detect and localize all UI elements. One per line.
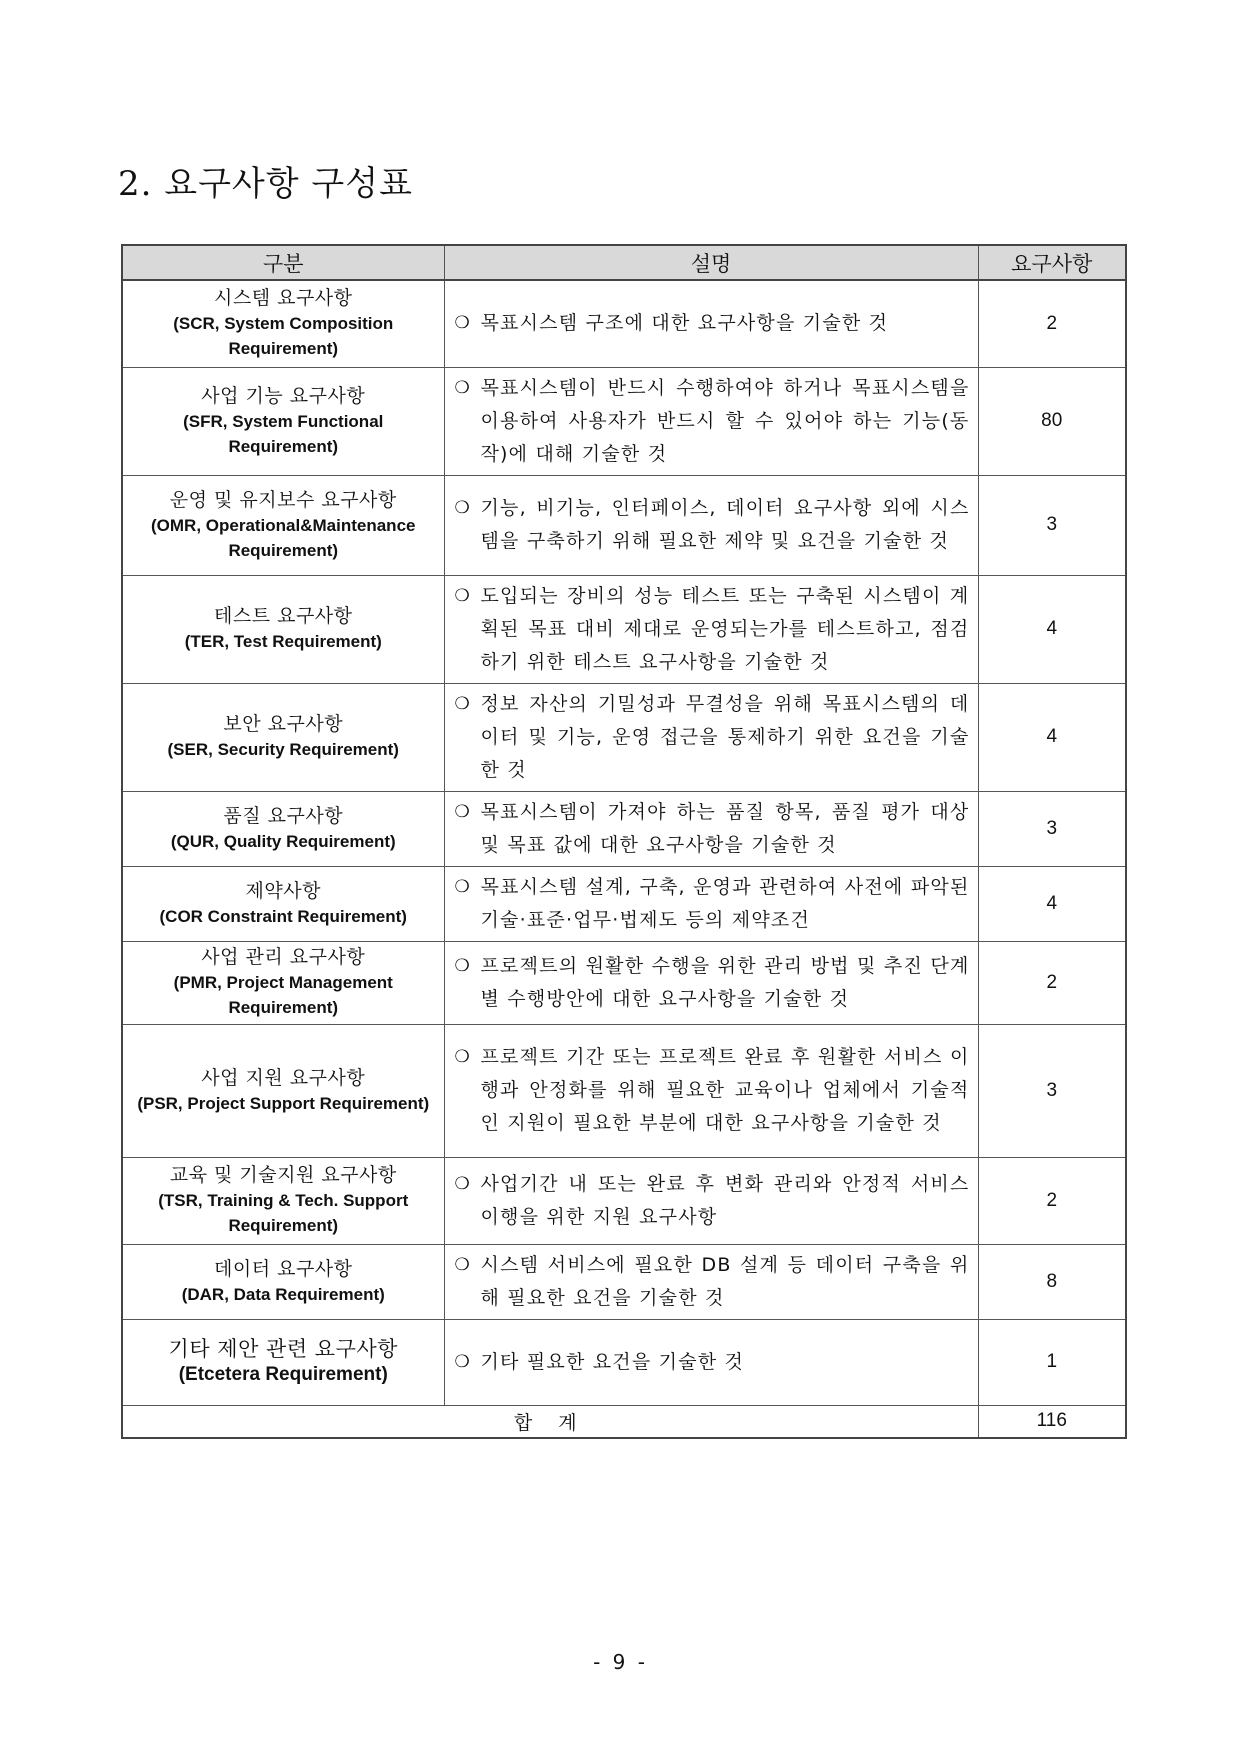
circle-bullet-icon: ❍ — [454, 955, 471, 976]
category-korean: 시스템 요구사항 — [213, 287, 353, 310]
circle-bullet-icon: ❍ — [454, 1351, 471, 1372]
category-cell — [122, 791, 444, 866]
category-cell — [122, 941, 444, 1024]
header-category: 구분 — [122, 245, 444, 280]
description-text: 목표시스템 구조에 대한 요구사항을 기술한 것 — [480, 312, 889, 335]
category-cell — [122, 1244, 444, 1319]
category-english: (DAR, Data Requirement) — [181, 1284, 385, 1304]
header-description: 설명 — [444, 245, 978, 280]
category-english: (COR Constraint Requirement) — [159, 906, 407, 926]
category-korean: 품질 요구사항 — [223, 804, 344, 827]
description-cell — [444, 1244, 978, 1319]
circle-bullet-icon: ❍ — [454, 313, 471, 334]
category-english: (SFR, System Functional Requirement) — [183, 411, 384, 456]
description-cell — [444, 1319, 978, 1405]
category-english: (QUR, Quality Requirement) — [170, 831, 396, 851]
circle-bullet-icon: ❍ — [454, 1173, 471, 1194]
table-row — [122, 575, 1126, 683]
total-label: 합 계 — [513, 1411, 587, 1434]
count-cell: 4 — [978, 683, 1126, 791]
description-cell — [444, 280, 978, 367]
requirements-table — [121, 244, 1127, 1439]
count-cell: 4 — [978, 575, 1126, 683]
category-english: (SCR, System Composition Requirement) — [173, 314, 394, 359]
category-korean: 데이터 요구사항 — [213, 1257, 353, 1280]
category-korean: 테스트 요구사항 — [213, 605, 353, 627]
description-text: 프로젝트 기간 또는 프로젝트 완료 후 원활한 서비스 이행과 안정화를 위해 필요한 교육이나 업체에서 기술적인 지원이 필요한 부분에 대한 요구사항을 기술한 것 — [480, 1046, 970, 1134]
category-korean: 사업 지원 요구사항 — [201, 1066, 366, 1089]
category-korean: 교육 및 기술지원 요구사항 — [169, 1164, 397, 1186]
category-cell — [122, 1157, 444, 1244]
category-english: (TER, Test Requirement) — [184, 632, 382, 651]
count-cell: 3 — [978, 1024, 1126, 1157]
category-cell — [122, 367, 444, 475]
category-cell — [122, 866, 444, 941]
table-row — [122, 280, 1126, 367]
count-cell: 80 — [978, 367, 1126, 475]
description-text: 시스템 서비스에 필요한 DB 설계 등 데이터 구축을 위해 필요한 요건을 기술한 것 — [480, 1253, 970, 1309]
category-english: (Etcetera Requirement) — [178, 1364, 388, 1385]
circle-bullet-icon: ❍ — [454, 585, 471, 606]
page-title: 2. 요구사항 구성표 — [118, 164, 413, 204]
category-cell — [122, 575, 444, 683]
category-english: (SER, Security Requirement) — [167, 740, 399, 759]
category-cell — [122, 1319, 444, 1405]
circle-bullet-icon: ❍ — [454, 1254, 471, 1275]
count-cell: 4 — [978, 866, 1126, 941]
description-text: 도입되는 장비의 성능 테스트 또는 구축된 시스템이 계획된 목표 대비 제대로 운영되는가를 테스트하고, 점검하기 위한 테스트 요구사항을 기술한 것 — [480, 584, 970, 673]
page-number: - 9 - — [593, 1650, 648, 1674]
count-cell: 2 — [978, 941, 1126, 1024]
count-cell: 3 — [978, 475, 1126, 575]
category-korean: 제약사항 — [245, 879, 321, 902]
table-row — [122, 683, 1126, 791]
description-text: 기능, 비기능, 인터페이스, 데이터 요구사항 외에 시스템을 구축하기 위해 필요한 제약 및 요건을 기술한 것 — [480, 497, 970, 552]
count-cell: 2 — [978, 280, 1126, 367]
total-label-cell — [122, 1405, 978, 1438]
description-cell — [444, 941, 978, 1024]
table-row — [122, 941, 1126, 1024]
circle-bullet-icon: ❍ — [454, 1047, 471, 1067]
count-cell: 1 — [978, 1319, 1126, 1405]
category-cell — [122, 475, 444, 575]
category-korean: 기타 제안 관련 요구사항 — [168, 1337, 398, 1361]
table-row — [122, 1244, 1126, 1319]
table-row — [122, 1157, 1126, 1244]
description-text: 목표시스템 설계, 구축, 운영과 관련하여 사전에 파악된 기술·표준·업무·법제도 등의 제약조건 — [480, 875, 970, 931]
table-row — [122, 367, 1126, 475]
table-row — [122, 1319, 1126, 1405]
description-cell — [444, 1157, 978, 1244]
category-english: (OMR, Operational&Maintenance Requirement) — [151, 515, 416, 560]
category-korean: 운영 및 유지보수 요구사항 — [169, 488, 397, 511]
category-english: (PMR, Project Management Requirement) — [173, 973, 393, 1017]
total-count: 116 — [978, 1405, 1126, 1438]
description-cell — [444, 1024, 978, 1157]
category-cell — [122, 1024, 444, 1157]
category-korean: 사업 관리 요구사항 — [201, 946, 366, 968]
description-cell — [444, 575, 978, 683]
category-english: (TSR, Training & Tech. Support Requirement) — [158, 1191, 409, 1235]
description-cell — [444, 367, 978, 475]
header-count: 요구사항 — [978, 245, 1126, 280]
category-korean: 사업 기능 요구사항 — [201, 384, 366, 407]
circle-bullet-icon: ❍ — [454, 693, 471, 714]
description-cell — [444, 683, 978, 791]
table-row — [122, 1024, 1126, 1157]
description-text: 프로젝트의 원활한 수행을 위한 관리 방법 및 추진 단계별 수행방안에 대한 요구사항을 기술한 것 — [480, 954, 970, 1010]
description-cell — [444, 475, 978, 575]
circle-bullet-icon: ❍ — [454, 377, 471, 398]
description-text: 기타 필요한 요건을 기술한 것 — [480, 1350, 745, 1373]
description-text: 목표시스템이 반드시 수행하여야 하거나 목표시스템을 이용하여 사용자가 반드시 할 수 있어야 하는 기능(동작)에 대해 기술한 것 — [480, 376, 970, 465]
total-row — [122, 1405, 1126, 1438]
table-row — [122, 866, 1126, 941]
category-korean: 보안 요구사항 — [223, 713, 344, 735]
description-text: 정보 자산의 기밀성과 무결성을 위해 목표시스템의 데이터 및 기능, 운영 접근을 통제하기 위한 요건을 기술한 것 — [480, 692, 970, 781]
description-text: 사업기간 내 또는 완료 후 변화 관리와 안정적 서비스 이행을 위한 지원 요구사항 — [480, 1172, 970, 1228]
count-cell: 3 — [978, 791, 1126, 866]
description-text: 목표시스템이 가져야 하는 품질 항목, 품질 평가 대상 및 목표 값에 대한 요구사항을 기술한 것 — [480, 800, 970, 856]
count-cell: 8 — [978, 1244, 1126, 1319]
table-header-row — [122, 245, 1126, 280]
count-cell: 2 — [978, 1157, 1126, 1244]
category-cell — [122, 683, 444, 791]
category-cell — [122, 280, 444, 367]
description-cell — [444, 866, 978, 941]
table-row — [122, 475, 1126, 575]
circle-bullet-icon: ❍ — [454, 498, 471, 518]
category-english: (PSR, Project Support Requirement) — [137, 1093, 430, 1113]
description-cell — [444, 791, 978, 866]
circle-bullet-icon: ❍ — [454, 876, 471, 897]
table-row — [122, 791, 1126, 866]
circle-bullet-icon: ❍ — [454, 801, 471, 822]
